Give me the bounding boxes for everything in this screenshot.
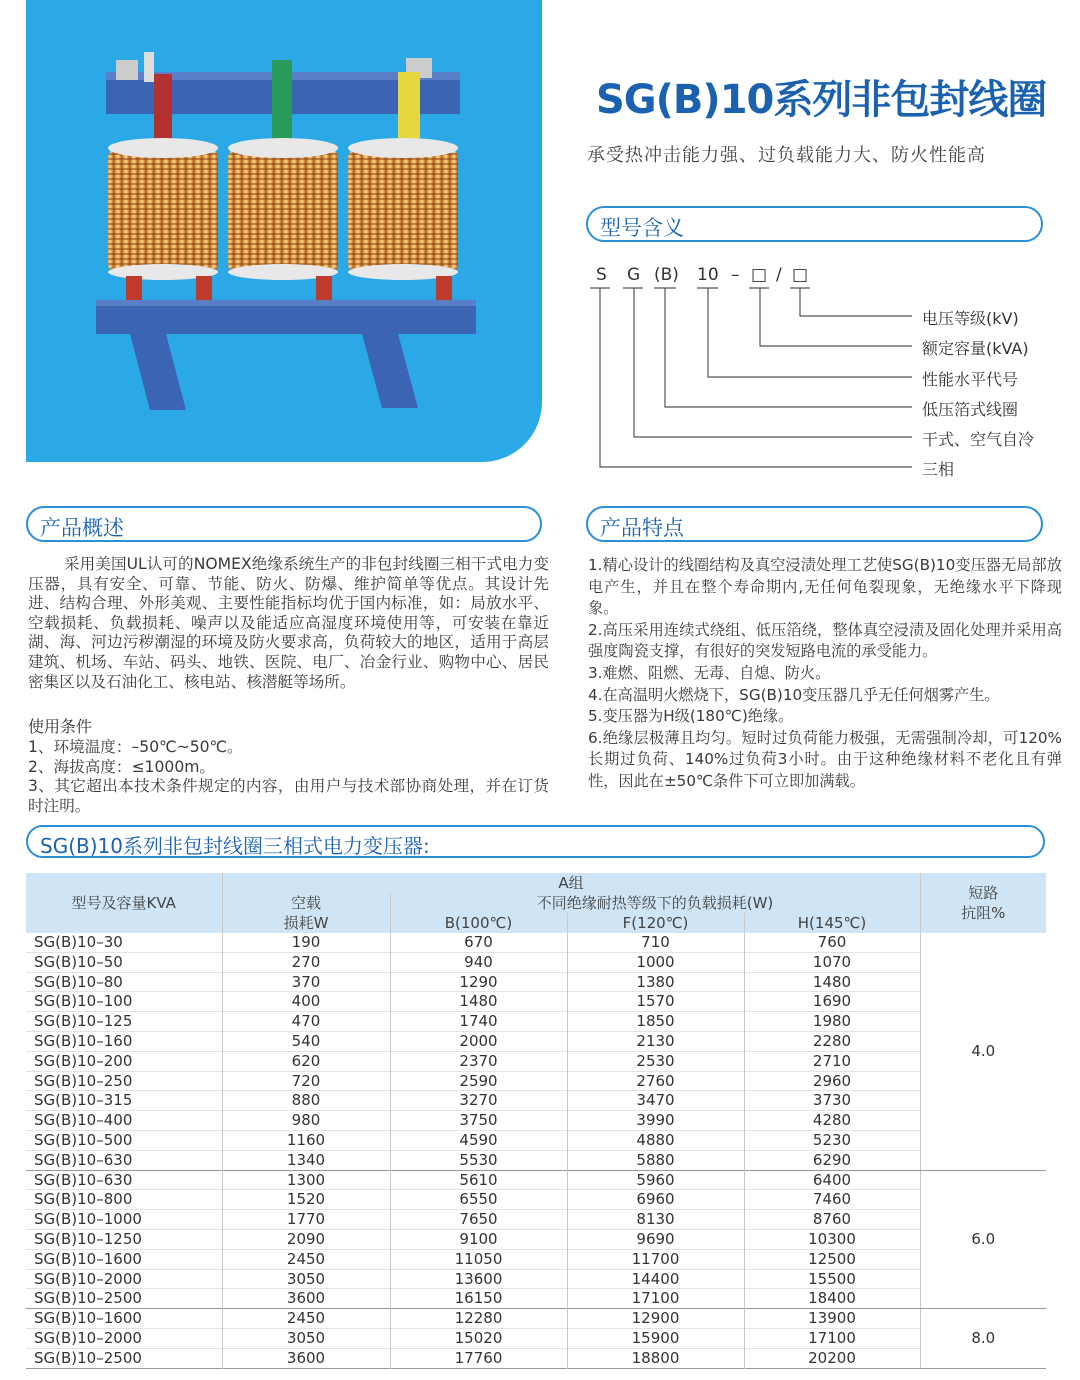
cell-impedance: 6.0 xyxy=(920,1170,1046,1309)
cell-load-h: 1070 xyxy=(744,952,920,972)
cell-load-h: 6290 xyxy=(744,1150,920,1170)
cell-load-h: 10300 xyxy=(744,1229,920,1249)
table-heading-label: SG(B)10系列非包封线圈三相式电力变压器: xyxy=(40,834,430,858)
cell-model: SG(B)10–200 xyxy=(34,1051,133,1070)
features-list xyxy=(588,555,1062,793)
cell-load-f: 3990 xyxy=(567,1111,744,1131)
cell-load-f: 3470 xyxy=(567,1091,744,1111)
table-row xyxy=(26,1229,1046,1249)
cell-load-f: 11700 xyxy=(567,1249,744,1269)
cell-noload: 1520 xyxy=(222,1190,390,1210)
cell-noload: 720 xyxy=(222,1071,390,1091)
cell-load-f: 2530 xyxy=(567,1051,744,1071)
page-title: SG(B)10系列非包封线圈 xyxy=(596,77,1047,123)
cell-model: SG(B)10–630 xyxy=(34,1170,133,1189)
cell-noload: 1770 xyxy=(222,1210,390,1230)
cell-load-f: 15900 xyxy=(567,1328,744,1348)
cell-noload: 1160 xyxy=(222,1130,390,1150)
col-load-group-header: 不同绝缘耐热等级下的负载损耗(W) xyxy=(390,893,920,913)
table-row xyxy=(26,1051,1046,1071)
feature-item: 4.在高温明火燃烧下，SG(B)10变压器几乎无任何烟雾产生。 xyxy=(588,685,1000,704)
cell-load-h: 7460 xyxy=(744,1190,920,1210)
conditions-title: 使用条件 xyxy=(28,717,93,736)
cell-load-b: 3750 xyxy=(390,1111,567,1131)
cell-load-h: 6400 xyxy=(744,1170,920,1190)
cell-noload: 2450 xyxy=(222,1249,390,1269)
cell-load-b: 6550 xyxy=(390,1190,567,1210)
cell-model: SG(B)10–315 xyxy=(34,1091,133,1110)
code-letter: G xyxy=(627,265,641,285)
cell-noload: 620 xyxy=(222,1051,390,1071)
cell-load-h: 1480 xyxy=(744,972,920,992)
cell-model: SG(B)10–1000 xyxy=(34,1210,142,1229)
condition-item: 2、海拔高度：≤1000m。 xyxy=(28,757,216,776)
cell-model: SG(B)10–800 xyxy=(34,1190,133,1209)
table-row xyxy=(26,1031,1046,1051)
cell-load-b: 17760 xyxy=(390,1348,567,1368)
cell-model: SG(B)10–80 xyxy=(34,972,123,991)
page-subtitle: 承受热冲击能力强、过负载能力大、防火性能高 xyxy=(587,145,986,166)
code-meaning-label: 电压等级(kV) xyxy=(922,309,1019,328)
cell-noload: 880 xyxy=(222,1091,390,1111)
code-box: □ xyxy=(792,265,809,285)
cell-load-f: 710 xyxy=(567,933,744,952)
cell-load-h: 5230 xyxy=(744,1130,920,1150)
cell-load-b: 15020 xyxy=(390,1328,567,1348)
cell-noload: 370 xyxy=(222,972,390,992)
code-leader-lines xyxy=(0,0,1080,480)
code-meaning-label: 额定容量(kVA) xyxy=(922,339,1029,358)
overview-heading xyxy=(26,506,542,542)
cell-noload: 540 xyxy=(222,1031,390,1051)
cell-model: SG(B)10–1600 xyxy=(34,1249,142,1268)
cell-model: SG(B)10–2000 xyxy=(34,1328,142,1347)
cell-load-b: 9100 xyxy=(390,1229,567,1249)
cell-model: SG(B)10–30 xyxy=(34,933,123,951)
cell-model: SG(B)10–2500 xyxy=(34,1289,142,1308)
cell-noload: 3600 xyxy=(222,1289,390,1309)
cell-noload: 980 xyxy=(222,1111,390,1131)
code-letter: – xyxy=(731,265,740,285)
table-row xyxy=(26,1348,1046,1368)
spec-table xyxy=(26,873,1046,1369)
col-f-header: F(120℃) xyxy=(567,913,744,933)
table-row xyxy=(26,1091,1046,1111)
cell-noload: 270 xyxy=(222,952,390,972)
feature-item: 1.精心设计的线圈结构及真空浸渍处理工艺使SG(B)10变压器无局部放电产生，并且在整个寿命期内,无任何龟裂现象，无绝缘水平下降现象。 xyxy=(588,556,1062,618)
cell-noload: 2450 xyxy=(222,1309,390,1329)
cell-load-b: 1290 xyxy=(390,972,567,992)
cell-noload: 3600 xyxy=(222,1348,390,1368)
impedance-header-line2: 抗阻% xyxy=(961,904,1006,922)
table-row xyxy=(26,1309,1046,1329)
cell-model: SG(B)10–250 xyxy=(34,1071,133,1090)
cell-model: SG(B)10–630 xyxy=(34,1150,133,1169)
condition-item: 3、其它超出本技术条件规定的内容，由用户与技术部协商处理，并在订货时注明。 xyxy=(28,777,549,815)
cell-load-b: 2000 xyxy=(390,1031,567,1051)
cell-load-b: 5610 xyxy=(390,1170,567,1190)
cell-model: SG(B)10–1250 xyxy=(34,1229,142,1248)
table-row xyxy=(26,933,1046,952)
table-row xyxy=(26,1328,1046,1348)
cell-load-b: 5530 xyxy=(390,1150,567,1170)
code-letter: S xyxy=(596,265,607,285)
table-row xyxy=(26,972,1046,992)
overview-heading-label: 产品概述 xyxy=(40,516,124,540)
table-row xyxy=(26,1249,1046,1269)
cell-load-h: 4280 xyxy=(744,1111,920,1131)
cell-model: SG(B)10–2000 xyxy=(34,1269,142,1288)
spec-table-body xyxy=(26,933,1046,1368)
cell-noload: 190 xyxy=(222,933,390,952)
cell-noload: 3050 xyxy=(222,1328,390,1348)
cell-load-b: 7650 xyxy=(390,1210,567,1230)
cell-impedance: 8.0 xyxy=(920,1309,1046,1368)
code-letter: (B) xyxy=(654,265,679,285)
cell-impedance: 4.0 xyxy=(920,933,1046,1170)
table-row xyxy=(26,1170,1046,1190)
cell-load-h: 12500 xyxy=(744,1249,920,1269)
cell-load-h: 13900 xyxy=(744,1309,920,1329)
table-row xyxy=(26,952,1046,972)
model-meaning-heading-label: 型号含义 xyxy=(600,216,684,240)
cell-load-f: 1570 xyxy=(567,992,744,1012)
table-row xyxy=(26,1150,1046,1170)
table-row xyxy=(26,1210,1046,1230)
cell-load-f: 8130 xyxy=(567,1210,744,1230)
col-noload-header xyxy=(222,893,390,933)
table-row xyxy=(26,1111,1046,1131)
table-row xyxy=(26,1130,1046,1150)
cell-load-b: 2590 xyxy=(390,1071,567,1091)
condition-item: 1、环境温度：–50℃~50℃。 xyxy=(28,738,243,756)
code-letter: 10 xyxy=(697,265,719,285)
noload-header-line2: 损耗W xyxy=(283,914,329,932)
cell-load-b: 12280 xyxy=(390,1309,567,1329)
cell-load-f: 1380 xyxy=(567,972,744,992)
code-box: □ xyxy=(751,265,768,285)
feature-item: 6.绝缘层极薄且均匀。短时过负荷能力极强，无需强制冷却，可120%长期过负荷、140%过负荷3小时。由于这种绝缘材料不老化且有弹性，因此在±50℃条件下可立即加满载。 xyxy=(588,728,1062,790)
col-impedance-header xyxy=(920,873,1046,933)
cell-load-b: 2370 xyxy=(390,1051,567,1071)
cell-load-f: 1000 xyxy=(567,952,744,972)
cell-load-f: 2760 xyxy=(567,1071,744,1091)
cell-load-h: 2710 xyxy=(744,1051,920,1071)
table-row xyxy=(26,1190,1046,1210)
cell-load-b: 1740 xyxy=(390,1012,567,1032)
cell-load-h: 1690 xyxy=(744,992,920,1012)
code-meaning-label: 性能水平代号 xyxy=(922,370,1019,389)
code-meaning-label: 低压箔式线圈 xyxy=(922,400,1019,419)
features-heading xyxy=(586,506,1043,542)
cell-load-f: 5880 xyxy=(567,1150,744,1170)
cell-load-f: 5960 xyxy=(567,1170,744,1190)
code-meaning-label: 三相 xyxy=(922,460,955,479)
table-row xyxy=(26,1012,1046,1032)
cell-load-b: 13600 xyxy=(390,1269,567,1289)
cell-load-h: 17100 xyxy=(744,1328,920,1348)
features-heading-label: 产品特点 xyxy=(600,516,684,540)
cell-load-h: 15500 xyxy=(744,1269,920,1289)
cell-load-b: 670 xyxy=(390,933,567,952)
code-letter: / xyxy=(776,265,782,285)
cell-model: SG(B)10–160 xyxy=(34,1031,133,1050)
cell-load-f: 17100 xyxy=(567,1289,744,1309)
cell-load-h: 760 xyxy=(744,933,920,952)
cell-load-f: 6960 xyxy=(567,1190,744,1210)
cell-model: SG(B)10–100 xyxy=(34,992,133,1011)
cell-load-b: 1480 xyxy=(390,992,567,1012)
cell-model: SG(B)10–2500 xyxy=(34,1348,142,1367)
cell-load-f: 18800 xyxy=(567,1348,744,1368)
cell-noload: 1340 xyxy=(222,1150,390,1170)
cell-model: SG(B)10–400 xyxy=(34,1111,133,1130)
cell-load-h: 1980 xyxy=(744,1012,920,1032)
cell-load-f: 9690 xyxy=(567,1229,744,1249)
overview-paragraph: 采用美国UL认可的NOMEX绝缘系统生产的非包封线圈三相干式电力变压器，具有安全、可靠、节能、防火、防爆、维护简单等优点。其设计先进、结构合理、外形美观、主要性能指标均优于国内标准，如：局放水平、空载损耗、负载损耗、噪声以及能适应高湿度环境使用等，可安装在靠近湖、海、河边污秽潮湿的环境及防火要求高，负荷较大的地区，适用于高层建筑、机场、车站、码头、地铁、医院、电厂、冶金行业、购物中心、居民密集区以及石油化工、核电站、核潜艇等场所。 xyxy=(28,555,549,691)
cell-noload: 3050 xyxy=(222,1269,390,1289)
feature-item: 5.变压器为H级(180℃)绝缘。 xyxy=(588,707,794,726)
cell-load-f: 12900 xyxy=(567,1309,744,1329)
cell-model: SG(B)10–125 xyxy=(34,1012,133,1031)
table-row xyxy=(26,1269,1046,1289)
impedance-header-line1: 短路 xyxy=(968,884,999,902)
cell-load-h: 2960 xyxy=(744,1071,920,1091)
table-heading xyxy=(26,825,1045,858)
code-meaning-label: 干式、空气自冷 xyxy=(922,430,1035,449)
cell-load-b: 16150 xyxy=(390,1289,567,1309)
cell-load-b: 940 xyxy=(390,952,567,972)
overview-text xyxy=(28,555,549,692)
table-row xyxy=(26,1071,1046,1091)
col-model-header: 型号及容量KVA xyxy=(26,873,222,933)
col-b-header: B(100℃) xyxy=(390,913,567,933)
cell-load-h: 3730 xyxy=(744,1091,920,1111)
cell-load-h: 18400 xyxy=(744,1289,920,1309)
table-row xyxy=(26,1289,1046,1309)
cell-noload: 400 xyxy=(222,992,390,1012)
cell-model: SG(B)10–500 xyxy=(34,1130,133,1149)
noload-header-line1: 空载 xyxy=(290,894,321,912)
cell-model: SG(B)10–1600 xyxy=(34,1309,142,1328)
cell-load-f: 14400 xyxy=(567,1269,744,1289)
cell-load-f: 1850 xyxy=(567,1012,744,1032)
col-h-header: H(145℃) xyxy=(744,913,920,933)
cell-model: SG(B)10–50 xyxy=(34,952,123,971)
cell-load-h: 2280 xyxy=(744,1031,920,1051)
cell-load-b: 3270 xyxy=(390,1091,567,1111)
cell-load-f: 4880 xyxy=(567,1130,744,1150)
cell-load-h: 20200 xyxy=(744,1348,920,1368)
feature-item: 2.高压采用连续式绕组、低压箔绕，整体真空浸渍及固化处理并采用高强度陶瓷支撑，有很好的突发短路电流的承受能力。 xyxy=(588,620,1062,661)
conditions-list xyxy=(28,738,549,816)
cell-load-b: 4590 xyxy=(390,1130,567,1150)
cell-noload: 2090 xyxy=(222,1229,390,1249)
cell-load-h: 8760 xyxy=(744,1210,920,1230)
cell-load-f: 2130 xyxy=(567,1031,744,1051)
feature-item: 3.难燃、阻燃、无毒、自熄、防火。 xyxy=(588,663,831,682)
table-row xyxy=(26,992,1046,1012)
col-group-header: A组 xyxy=(222,873,920,893)
cell-load-b: 11050 xyxy=(390,1249,567,1269)
cell-noload: 1300 xyxy=(222,1170,390,1190)
cell-noload: 470 xyxy=(222,1012,390,1032)
